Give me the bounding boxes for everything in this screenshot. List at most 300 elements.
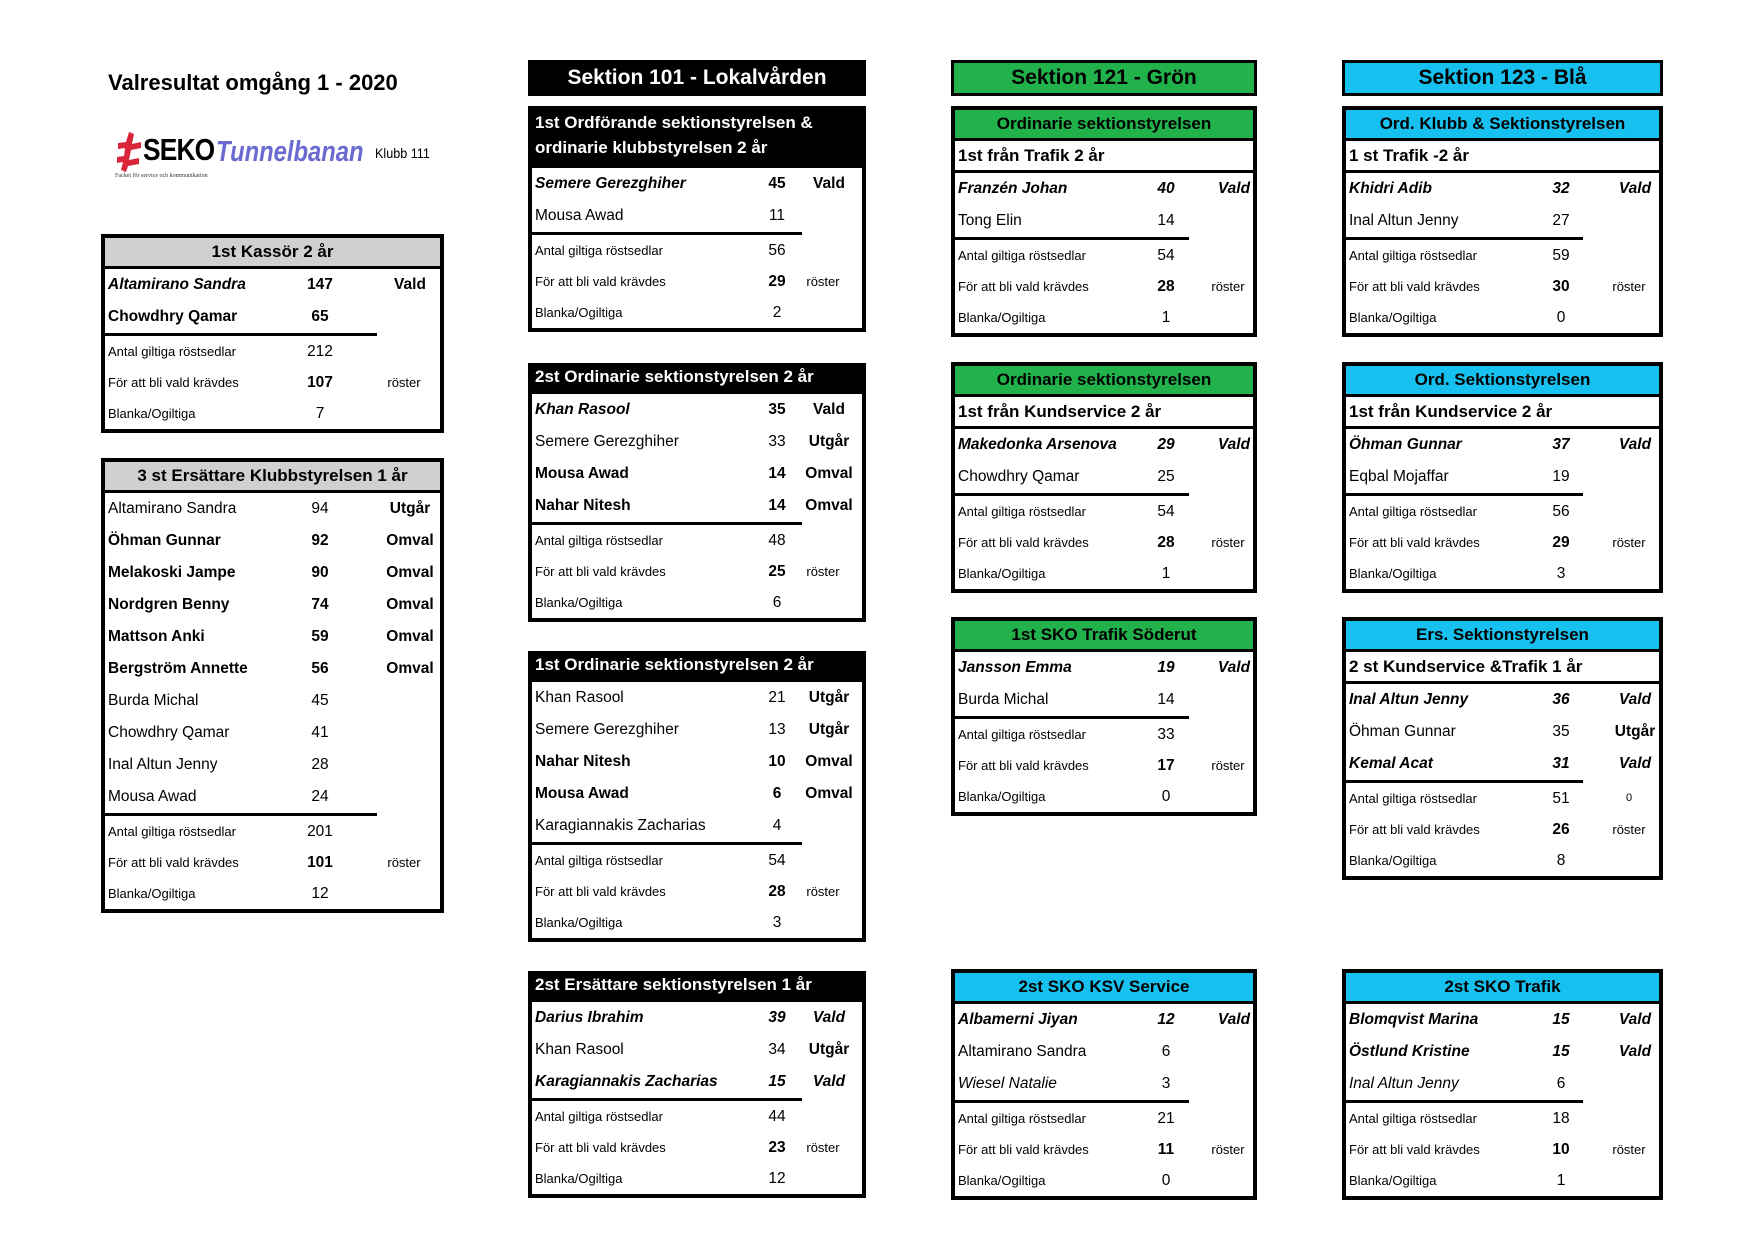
votes-unit: röster (1612, 535, 1646, 550)
stat-label: För att bli vald krävdes (1349, 1142, 1480, 1157)
blank-ballots-row (955, 1165, 1253, 1196)
stat-value: 54 (1157, 503, 1175, 520)
logo-brand: SEKO (143, 132, 215, 167)
candidate-name: Mattson Anki (108, 628, 205, 645)
box-s123-ordinarie (1342, 362, 1663, 593)
candidate-name: Nahar Nitesh (535, 497, 631, 514)
required-votes-row (955, 1134, 1253, 1165)
candidate-name: Mousa Awad (535, 207, 624, 224)
valid-ballots-row (532, 235, 862, 266)
candidate-name: Chowdhry Qamar (108, 308, 238, 325)
box-kassor (101, 234, 444, 433)
stat-value: 6 (772, 594, 782, 611)
stat-label: För att bli vald krävdes (535, 564, 666, 579)
candidate-row (955, 1036, 1253, 1068)
votes-unit: röster (387, 855, 421, 870)
stat-value: 3 (1556, 565, 1566, 582)
candidate-row (105, 653, 440, 685)
candidate-row (955, 1004, 1253, 1036)
candidate-votes: 45 (311, 692, 329, 709)
stat-value: 56 (1552, 503, 1570, 520)
candidate-votes: 40 (1157, 180, 1175, 197)
candidate-name: Öhman Gunnar (108, 532, 221, 549)
box-s121-sko-soderut (951, 617, 1257, 816)
votes-unit: röster (806, 274, 840, 289)
candidate-votes: 92 (311, 532, 329, 549)
candidate-status: Vald (1618, 691, 1652, 708)
stat-label: Antal giltiga röstsedlar (1349, 791, 1477, 806)
box-title: Ord. Klubb & Sektionstyrelsen (1346, 110, 1659, 141)
valid-ballots-row (955, 496, 1253, 527)
votes-unit: röster (1211, 1142, 1245, 1157)
required-votes-row (532, 1132, 862, 1163)
stat-value: 1 (1161, 565, 1171, 582)
stat-value: 29 (768, 273, 786, 290)
candidate-status: Vald (1618, 180, 1652, 197)
candidate-votes: 19 (1157, 659, 1175, 676)
box-subtitle: 1st från Kundservice 2 år (955, 397, 1253, 429)
stat-label: Antal giltiga röstsedlar (958, 248, 1086, 263)
candidate-votes: 45 (768, 175, 786, 192)
candidate-name: Inal Altun Jenny (1349, 212, 1459, 229)
candidate-status: Vald (1217, 180, 1251, 197)
candidate-votes: 6 (772, 785, 782, 802)
stat-value: 48 (768, 532, 786, 549)
candidate-name: Nordgren Benny (108, 596, 230, 613)
stat-value: 7 (315, 405, 325, 422)
candidate-votes: 14 (1157, 212, 1175, 229)
candidate-row (105, 493, 440, 525)
candidate-votes: 3 (1161, 1075, 1171, 1092)
stat-note: 0 (1625, 792, 1633, 804)
candidate-name: Karagiannakis Zacharias (535, 817, 706, 834)
candidate-name: Khidri Adib (1349, 180, 1432, 197)
stat-value: 17 (1157, 757, 1175, 774)
blank-ballots-row (955, 781, 1253, 812)
valid-ballots-row (105, 336, 440, 367)
stat-value: 2 (772, 304, 782, 321)
candidate-votes: 94 (311, 500, 329, 517)
stat-value: 1 (1161, 309, 1171, 326)
candidate-votes: 4 (772, 817, 782, 834)
candidate-votes: 15 (768, 1073, 786, 1090)
stat-value: 28 (1157, 278, 1175, 295)
candidate-row (1346, 1036, 1659, 1068)
candidate-name: Khan Rasool (535, 1041, 624, 1058)
box-title: Ord. Sektionstyrelsen (1346, 366, 1659, 397)
valid-ballots-row (955, 240, 1253, 271)
stat-value: 0 (1161, 788, 1171, 805)
candidate-name: Makedonka Arsenova (958, 436, 1117, 453)
candidate-name: Chowdhry Qamar (108, 724, 230, 741)
box-title: Ordinarie sektionstyrelsen (955, 110, 1253, 141)
stat-label: För att bli vald krävdes (1349, 535, 1480, 550)
candidate-name: Semere Gerezghiher (535, 175, 686, 192)
candidate-row (532, 458, 862, 490)
candidate-row (955, 1068, 1253, 1100)
candidate-votes: 24 (311, 788, 329, 805)
candidate-name: Inal Altun Jenny (1349, 691, 1469, 708)
seko-logo-mark-icon (115, 132, 143, 172)
valid-ballots-row (1346, 240, 1659, 271)
candidate-status: Vald (1618, 755, 1652, 772)
required-votes-row (1346, 814, 1659, 845)
votes-unit: röster (387, 375, 421, 390)
required-votes-row (1346, 527, 1659, 558)
candidate-row (1346, 748, 1659, 780)
candidate-votes: 25 (1157, 468, 1175, 485)
stat-value: 28 (1157, 534, 1175, 551)
candidate-name: Jansson Emma (958, 659, 1072, 676)
box-subtitle: 1 st Trafik -2 år (1346, 141, 1659, 173)
stat-label: Blanka/Ogiltiga (958, 310, 1046, 325)
candidate-status: Vald (1618, 1011, 1652, 1028)
candidate-votes: 37 (1552, 436, 1570, 453)
valid-ballots-row (1346, 1103, 1659, 1134)
stat-label: För att bli vald krävdes (108, 375, 239, 390)
stat-label: Blanka/Ogiltiga (1349, 566, 1437, 581)
stat-value: 212 (307, 343, 333, 360)
candidate-name: Eqbal Mojaffar (1349, 468, 1449, 485)
stat-label: Blanka/Ogiltiga (535, 305, 623, 320)
valid-ballots-row (532, 845, 862, 876)
stat-value: 107 (307, 374, 333, 391)
box-subtitle: 1st från Kundservice 2 år (1346, 397, 1659, 429)
candidate-name: Wiesel Natalie (958, 1075, 1057, 1092)
candidate-name: Darius Ibrahim (535, 1009, 644, 1026)
candidate-row (105, 589, 440, 621)
candidate-row (532, 810, 862, 842)
candidate-row (532, 200, 862, 232)
stat-value: 201 (307, 823, 333, 840)
valid-ballots-row (1346, 783, 1659, 814)
candidate-status: Omval (386, 628, 434, 645)
candidate-status: Utgår (1614, 723, 1656, 740)
valid-ballots-row (955, 1103, 1253, 1134)
candidate-votes: 14 (768, 497, 786, 514)
valid-ballots-row (105, 816, 440, 847)
candidate-row (105, 269, 440, 301)
candidate-name: Albamerni Jiyan (958, 1011, 1078, 1028)
stat-label: Antal giltiga röstsedlar (1349, 248, 1477, 263)
candidate-status: Utgår (808, 433, 850, 450)
required-votes-row (1346, 271, 1659, 302)
votes-unit: röster (1211, 279, 1245, 294)
candidate-name: Mousa Awad (535, 785, 629, 802)
candidate-name: Karagiannakis Zacharias (535, 1073, 718, 1090)
candidate-votes: 147 (307, 276, 333, 293)
stat-value: 56 (768, 242, 786, 259)
candidate-name: Östlund Kristine (1349, 1043, 1470, 1060)
stat-label: Blanka/Ogiltiga (108, 406, 196, 421)
valid-ballots-row (955, 719, 1253, 750)
candidate-votes: 11 (768, 207, 786, 224)
candidate-status: Utgår (808, 689, 850, 706)
candidate-row (532, 1034, 862, 1066)
blank-ballots-row (1346, 1165, 1659, 1196)
candidate-votes: 32 (1552, 180, 1570, 197)
candidate-status: Vald (1217, 1011, 1251, 1028)
candidate-row (955, 461, 1253, 493)
valid-ballots-row (532, 525, 862, 556)
candidate-row (105, 781, 440, 813)
candidate-votes: 27 (1552, 212, 1570, 229)
stat-value: 3 (772, 914, 782, 931)
candidate-votes: 13 (768, 721, 786, 738)
candidate-votes: 28 (311, 756, 329, 773)
blank-ballots-row (955, 558, 1253, 589)
candidate-row (532, 1002, 862, 1034)
stat-label: Antal giltiga röstsedlar (108, 824, 236, 839)
box-s123-klubb (1342, 106, 1663, 337)
stat-label: För att bli vald krävdes (958, 279, 1089, 294)
required-votes-row (532, 876, 862, 907)
candidate-row (955, 652, 1253, 684)
candidate-row (1346, 205, 1659, 237)
logo-tagline: Facket för service och kommunikation (115, 173, 208, 179)
stat-value: 54 (1157, 247, 1175, 264)
required-votes-row (955, 527, 1253, 558)
candidate-name: Inal Altun Jenny (1349, 1075, 1459, 1092)
box-s101-ordinarie-2st (528, 363, 866, 622)
stat-value: 54 (768, 852, 786, 869)
stat-value: 12 (768, 1170, 786, 1187)
blank-ballots-row (105, 398, 440, 429)
candidate-name: Blomqvist Marina (1349, 1011, 1479, 1028)
valid-ballots-row (1346, 496, 1659, 527)
candidate-name: Chowdhry Qamar (958, 468, 1080, 485)
box-title: 2st SKO Trafik (1346, 973, 1659, 1004)
candidate-row (532, 168, 862, 200)
votes-unit: röster (1612, 822, 1646, 837)
required-votes-row (105, 847, 440, 878)
stat-label: Antal giltiga röstsedlar (535, 243, 663, 258)
blank-ballots-row (1346, 558, 1659, 589)
candidate-votes: 6 (1161, 1043, 1171, 1060)
stat-label: Blanka/Ogiltiga (535, 595, 623, 610)
box-subtitle: 2 st Kundservice &Trafik 1 år (1346, 652, 1659, 684)
candidate-row (105, 717, 440, 749)
candidate-votes: 90 (311, 564, 329, 581)
candidate-name: Inal Altun Jenny (108, 756, 218, 773)
stat-value: 23 (768, 1139, 786, 1156)
candidate-votes: 12 (1157, 1011, 1175, 1028)
candidate-status: Utgår (389, 500, 431, 517)
candidate-votes: 56 (311, 660, 329, 677)
section-header-101: Sektion 101 - Lokalvården (528, 60, 866, 96)
candidate-name: Altamirano Sandra (958, 1043, 1087, 1060)
blank-ballots-row (532, 1163, 862, 1194)
box-title-line: 1st Ordförande sektionstyrelsen & (535, 113, 813, 132)
candidate-votes: 31 (1552, 755, 1570, 772)
candidate-status: Vald (812, 1073, 846, 1090)
stat-value: 33 (1157, 726, 1175, 743)
box-title: 2st Ordinarie sektionstyrelsen 2 år (532, 363, 862, 394)
box-s101-ordforande (528, 106, 866, 332)
candidate-status: Omval (386, 532, 434, 549)
required-votes-row (955, 750, 1253, 781)
stat-label: Blanka/Ogiltiga (108, 886, 196, 901)
valid-ballots-row (532, 1101, 862, 1132)
candidate-name: Burda Michal (958, 691, 1049, 708)
candidate-row (532, 426, 862, 458)
box-ersattare-klubbstyrelsen (101, 458, 444, 913)
stat-label: Blanka/Ogiltiga (1349, 310, 1437, 325)
box-s121-kundservice (951, 362, 1257, 593)
candidate-status: Vald (1618, 436, 1652, 453)
stat-label: För att bli vald krävdes (1349, 822, 1480, 837)
stat-value: 26 (1552, 821, 1570, 838)
stat-value: 21 (1157, 1110, 1175, 1127)
candidate-votes: 33 (768, 433, 786, 450)
candidate-name: Altamirano Sandra (108, 276, 246, 293)
candidate-name: Semere Gerezghiher (535, 721, 679, 738)
logo-name: Tunnelbanan (216, 136, 364, 168)
stat-value: 12 (311, 885, 329, 902)
box-s123-sko-trafik (1342, 969, 1663, 1200)
box-title-line: ordinarie klubbstyrelsen 2 år (535, 138, 768, 157)
box-s101-ersattare (528, 971, 866, 1198)
candidate-row (532, 778, 862, 810)
candidate-row (1346, 1068, 1659, 1100)
stat-value: 11 (1157, 1141, 1175, 1158)
candidate-row (532, 714, 862, 746)
candidate-status: Vald (812, 1009, 846, 1026)
box-title: 1st Ordinarie sektionstyrelsen 2 år (532, 651, 862, 682)
blank-ballots-row (1346, 845, 1659, 876)
stat-label: Antal giltiga röstsedlar (958, 504, 1086, 519)
candidate-row (532, 490, 862, 522)
candidate-status: Utgår (808, 1041, 850, 1058)
candidate-votes: 41 (311, 724, 329, 741)
candidate-row (955, 684, 1253, 716)
stat-label: Blanka/Ogiltiga (958, 789, 1046, 804)
blank-ballots-row (532, 297, 862, 328)
candidate-votes: 35 (1552, 723, 1570, 740)
logo-club: Klubb 111 (375, 145, 430, 161)
required-votes-row (955, 271, 1253, 302)
candidate-status: Omval (805, 753, 853, 770)
stat-value: 1 (1556, 1172, 1566, 1189)
stat-label: Antal giltiga röstsedlar (535, 533, 663, 548)
stat-label: Blanka/Ogiltiga (1349, 1173, 1437, 1188)
candidate-votes: 21 (768, 689, 786, 706)
candidate-row (532, 746, 862, 778)
stat-value: 25 (768, 563, 786, 580)
candidate-name: Nahar Nitesh (535, 753, 631, 770)
required-votes-row (1346, 1134, 1659, 1165)
votes-unit: röster (806, 1140, 840, 1155)
stat-value: 59 (1552, 247, 1570, 264)
stat-value: 18 (1552, 1110, 1570, 1127)
candidate-name: Burda Michal (108, 692, 199, 709)
box-title: 1st Kassör 2 år (105, 238, 440, 269)
stat-label: Blanka/Ogiltiga (535, 915, 623, 930)
blank-ballots-row (532, 907, 862, 938)
box-s121-trafik (951, 106, 1257, 337)
box-title (532, 106, 862, 168)
stat-value: 0 (1556, 309, 1566, 326)
votes-unit: röster (1612, 279, 1646, 294)
stat-label: För att bli vald krävdes (1349, 279, 1480, 294)
required-votes-row (532, 266, 862, 297)
candidate-row (532, 1066, 862, 1098)
stat-label: För att bli vald krävdes (958, 1142, 1089, 1157)
candidate-name: Melakoski Jampe (108, 564, 236, 581)
candidate-status: Omval (386, 564, 434, 581)
candidate-status: Omval (386, 660, 434, 677)
candidate-status: Vald (1217, 436, 1251, 453)
candidate-votes: 15 (1552, 1043, 1570, 1060)
candidate-name: Khan Rasool (535, 401, 630, 418)
blank-ballots-row (532, 587, 862, 618)
candidate-votes: 19 (1552, 468, 1570, 485)
candidate-name: Bergström Annette (108, 660, 248, 677)
page-title: Valresultat omgång 1 - 2020 (108, 70, 398, 95)
stat-label: Antal giltiga röstsedlar (958, 727, 1086, 742)
box-s123-ersattare (1342, 617, 1663, 880)
stat-label: Blanka/Ogiltiga (1349, 853, 1437, 868)
votes-unit: röster (806, 884, 840, 899)
candidate-status: Omval (805, 497, 853, 514)
stat-label: För att bli vald krävdes (108, 855, 239, 870)
candidate-row (1346, 429, 1659, 461)
candidate-row (105, 685, 440, 717)
stat-value: 29 (1552, 534, 1570, 551)
box-title: 2st Ersättare sektionstyrelsen 1 år (532, 971, 862, 1002)
candidate-row (105, 557, 440, 589)
stat-value: 44 (768, 1108, 786, 1125)
candidate-votes: 34 (768, 1041, 786, 1058)
box-s101-ordinarie-1st (528, 651, 866, 942)
candidate-status: Vald (813, 401, 845, 418)
candidate-name: Mousa Awad (108, 788, 197, 805)
section-header-123: Sektion 123 - Blå (1342, 60, 1663, 96)
box-title: 2st SKO KSV Service (955, 973, 1253, 1004)
box-title: Ers. Sektionstyrelsen (1346, 621, 1659, 652)
candidate-name: Semere Gerezghiher (535, 433, 679, 450)
votes-unit: röster (806, 564, 840, 579)
candidate-name: Mousa Awad (535, 465, 629, 482)
candidate-row (105, 301, 440, 333)
stat-label: För att bli vald krävdes (535, 1140, 666, 1155)
candidate-row (1346, 716, 1659, 748)
candidate-status: Omval (805, 785, 853, 802)
blank-ballots-row (105, 878, 440, 909)
stat-label: För att bli vald krävdes (535, 884, 666, 899)
stat-label: Antal giltiga röstsedlar (958, 1111, 1086, 1126)
required-votes-row (532, 556, 862, 587)
candidate-status: Omval (805, 465, 853, 482)
candidate-votes: 65 (311, 308, 329, 325)
required-votes-row (105, 367, 440, 398)
box-subtitle: 1st från Trafik 2 år (955, 141, 1253, 173)
stat-label: Antal giltiga röstsedlar (535, 1109, 663, 1124)
candidate-votes: 74 (311, 596, 329, 613)
stat-value: 10 (1552, 1141, 1570, 1158)
blank-ballots-row (1346, 302, 1659, 333)
seko-logo (113, 130, 443, 186)
candidate-status: Vald (813, 175, 845, 192)
candidate-votes: 15 (1552, 1011, 1570, 1028)
stat-label: Antal giltiga röstsedlar (1349, 504, 1477, 519)
candidate-votes: 14 (768, 465, 786, 482)
candidate-status: Vald (1217, 659, 1251, 676)
candidate-status: Utgår (808, 721, 850, 738)
stat-label: Blanka/Ogiltiga (958, 1173, 1046, 1188)
candidate-row (1346, 1004, 1659, 1036)
candidate-name: Altamirano Sandra (108, 500, 237, 517)
